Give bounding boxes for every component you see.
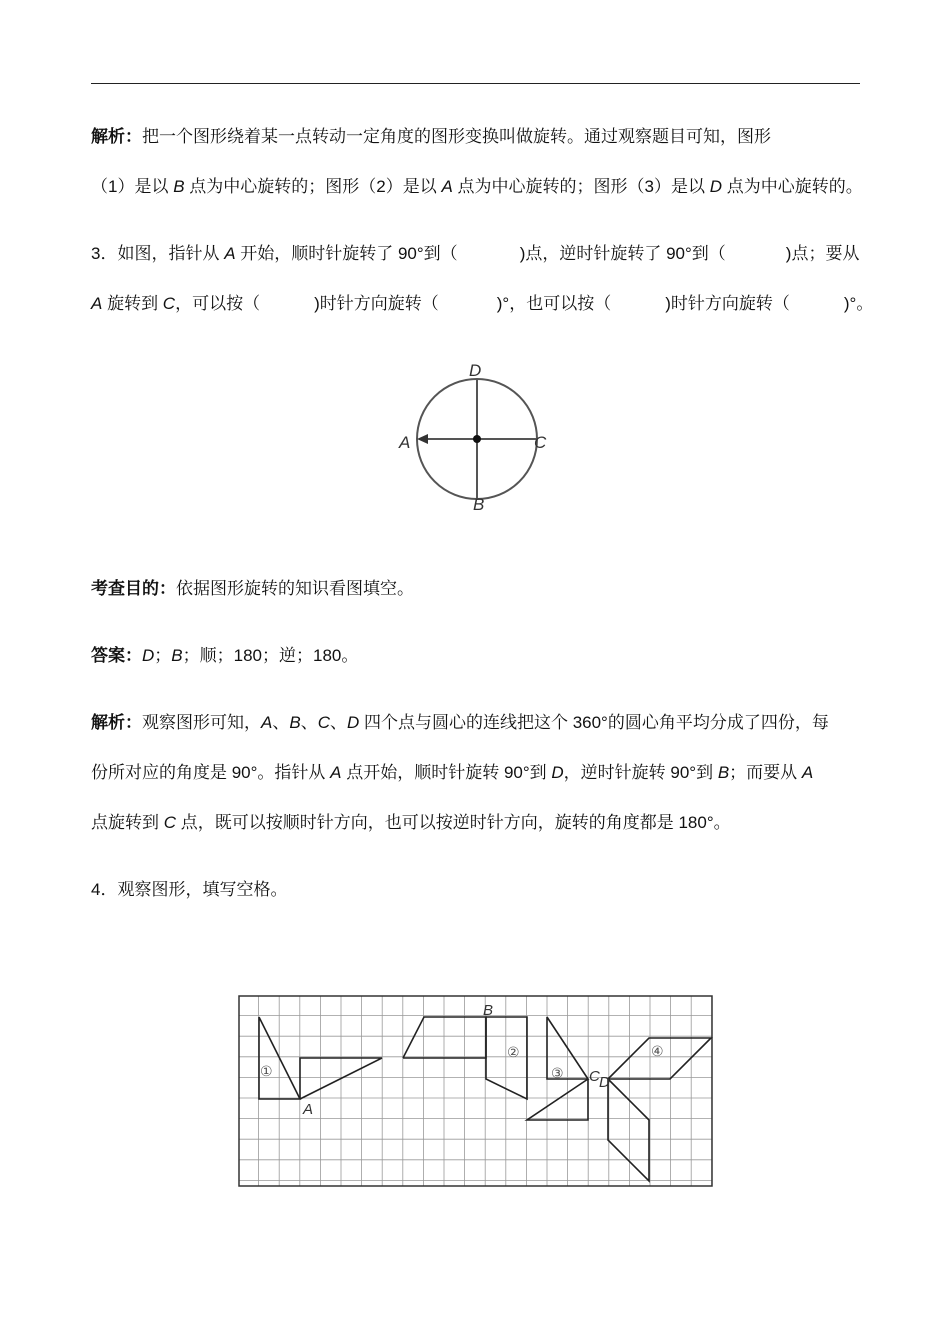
purpose-label: 考查目的：	[91, 579, 176, 598]
shape-4-rotated-parallelogram	[608, 1079, 649, 1181]
question-4-line: 4．观察图形，填写空格。	[91, 880, 288, 899]
label-c: C	[534, 433, 547, 452]
analysis-2-line-2: 份所对应的角度是 90°。指针从 A 点开始，顺时针旋转 90°到 D，逆时针旋转 90°到 B；而要从 A	[91, 763, 814, 782]
circle-pointer-figure	[390, 355, 560, 520]
grid-lines	[239, 996, 712, 1186]
circled-3-label: ③	[551, 1065, 564, 1081]
purpose-line: 考查目的：依据图形旋转的知识看图填空。	[91, 579, 414, 598]
label-b: B	[473, 495, 485, 514]
analysis-2-line-3: 点旋转到 C 点，既可以按顺时针方向，也可以按逆时针方向，旋转的角度都是 180°。	[91, 813, 731, 832]
question-3-line-2: A 旋转到 C，可以按（ )时针方向旋转（ )°，也可以按（ )时针方向旋转（ )°。	[91, 294, 874, 313]
label-b: B	[483, 1002, 494, 1019]
label-d: D	[469, 361, 482, 380]
label-c: C	[589, 1068, 600, 1085]
label-a: A	[303, 1101, 314, 1118]
label-a: A	[399, 433, 411, 452]
question-3-line-1: 3．如图，指针从 A 开始，顺时针旋转了 90°到（ )点，逆时针旋转了 90°到（ )点；要从	[91, 244, 860, 263]
shape-2-parallelogram	[403, 1017, 486, 1058]
header-rule	[91, 83, 860, 84]
shape-3-rotated-triangle	[527, 1079, 588, 1120]
label-d: D	[599, 1074, 610, 1091]
analysis-1-label: 解析：	[91, 127, 142, 146]
center-dot	[473, 435, 481, 443]
analysis-1-line-2: （1）是以 B 点为中心旋转的；图形（2）是以 A 点为中心旋转的；图形（3）是以 D 点为中心旋转的。	[91, 177, 863, 196]
grid-border	[239, 996, 712, 1186]
circled-4-label: ④	[651, 1043, 664, 1059]
answer-line: 答案：D；B；顺；180；逆；180。	[91, 646, 359, 665]
circled-2-label: ②	[507, 1044, 520, 1060]
circled-1-label: ①	[260, 1063, 273, 1079]
grid-rotation-figure	[238, 995, 713, 1187]
pointer-arrowhead	[417, 434, 428, 444]
analysis-1-line-1: 解析：把一个图形绕着某一点转动一定角度的图形变换叫做旋转。通过观察题目可知，图形	[91, 127, 771, 146]
analysis-2-line-1: 解析：观察图形可知，A、B、C、D 四个点与圆心的连线把这个 360°的圆心角平均分成了四份，每	[91, 713, 829, 732]
answer-label: 答案：	[91, 646, 142, 665]
analysis-2-label: 解析：	[91, 713, 142, 732]
